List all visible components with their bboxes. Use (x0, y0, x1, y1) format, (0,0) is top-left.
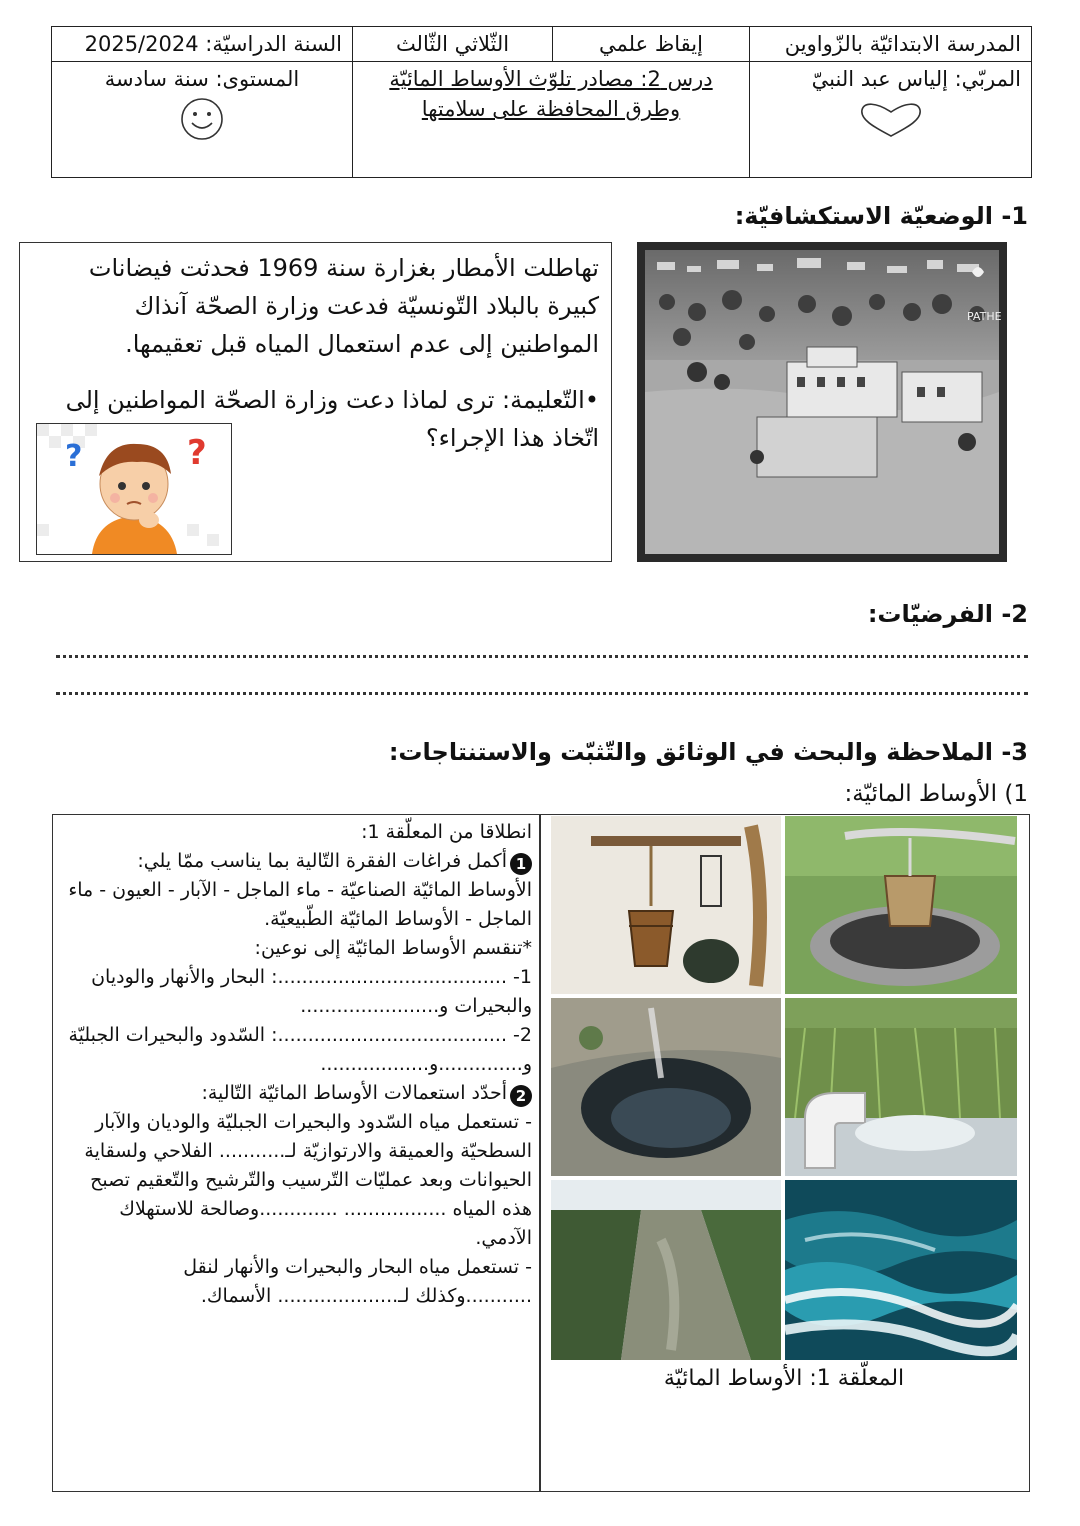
level-cell (52, 62, 353, 178)
answer-line-2[interactable] (56, 692, 1028, 695)
smiley-icon (179, 96, 225, 142)
section1-title: 1- الوضعيّة الاستكشافيّة: (734, 202, 1028, 230)
section3-subtitle: 1) الأوساط المائيّة: (844, 781, 1028, 807)
svg-text:?: ? (187, 433, 207, 473)
number-badge-2: 2 (510, 1085, 532, 1107)
lesson-title: درس 2: مصادر تلوّث الأوساط المائيّة وطرق المحافظة على سلامتها (353, 62, 750, 178)
photo-watermark: PATHE (967, 310, 1002, 323)
svg-text:?: ? (65, 439, 83, 474)
subject: إيقاظ علمي (553, 27, 750, 62)
flood-photo (637, 242, 1007, 562)
flood-photo-drawing (637, 242, 1007, 562)
thinking-boy-image (36, 423, 232, 555)
heart-icon (856, 100, 926, 140)
photo-spring (551, 998, 781, 1176)
word-options: الأوساط المائيّة الصناعيّة - ماء الماجل - الآبار - العيون - ماء الماجل - الأوساط المائيّة الطّبيعيّة. (68, 879, 532, 930)
photo-irrigation-pipe (785, 998, 1017, 1176)
photo-sea-waves (785, 1180, 1017, 1360)
teacher-name: المربّي: إلياس عبد النبيّ (811, 67, 1021, 91)
question-1: 1أكمل فراغات الفقرة التّالية بما يناسب ممّا يلي: (62, 847, 532, 876)
photo-river (551, 1180, 781, 1360)
term: الثّلاثي الثّالث (353, 27, 553, 62)
number-badge-1: 1 (510, 853, 532, 875)
section3-title: 3- الملاحظة والبحث في الوثائق والتّثبّت والاستنتاجات: (388, 738, 1028, 766)
fill-item-1[interactable]: 1- ......................................: البحار والأنهار والوديان والبحيرات و....................... (91, 966, 532, 1017)
exercise-text (62, 818, 532, 1311)
frame-divider (539, 814, 541, 1492)
school-year: السنة الدراسيّة: 2025/2024 (52, 27, 353, 62)
poster-caption: المعلّقة 1: الأوساط المائيّة (663, 1366, 905, 1391)
exercise-intro: انطلاقا من المعلّقة 1: (361, 821, 532, 843)
situation-box (19, 242, 612, 562)
question-2: 2أحدّد استعمالات الأوساط المائيّة التّالية: (62, 1079, 532, 1108)
instruction-text: •التّعليمة: ترى لماذا دعت وزارة الصحّة المواطنين إلى اتّخاذ هذا الإجراء؟ (65, 386, 599, 452)
photo-bucket (551, 816, 781, 994)
section2-title: 2- الفرضيّات: (867, 600, 1028, 628)
answer-line-1[interactable] (56, 655, 1028, 658)
divide-sentence: *تنقسم الأوساط المائيّة إلى نوعين: (254, 937, 532, 959)
level: المستوى: سنة سادسة (104, 67, 300, 91)
use-sentence-2[interactable]: - تستعمل مياه البحار والبحيرات والأنهار لنقل ...........وكذلك لـ.................... الأسماك. (183, 1256, 532, 1307)
header-table (51, 26, 1032, 178)
photo-well (785, 816, 1017, 994)
school-name: المدرسة الابتدائيّة بالزّواوين (750, 27, 1032, 62)
fill-item-2[interactable]: 2- ......................................: السّدود والبحيرات الجبليّة و..............و.................. (68, 1024, 532, 1075)
use-sentence-1[interactable]: - تستعمل مياه السّدود والبحيرات الجبليّة والوديان والآبار السطحيّة والعميقة والارتوازيّة لـ........... الفلاحي ولسقاية الحيوانات وبعد عمليّات التّرسيب والتّرشيح والتّعقيم تصبح هذه المياه ................. .............وصالحة للاستهلاك الآدمي. (84, 1111, 532, 1249)
situation-text: تهاطلت الأمطار بغزارة سنة 1969 فحدثت فيضانات كبيرة بالبلاد التّونسيّة فدعت وزارة الصحّة آنذاك المواطنين إلى عدم استعمال المياه قبل تعقيمها. (88, 254, 599, 358)
teacher-cell (750, 62, 1032, 178)
thinking-boy-drawing (37, 424, 231, 554)
